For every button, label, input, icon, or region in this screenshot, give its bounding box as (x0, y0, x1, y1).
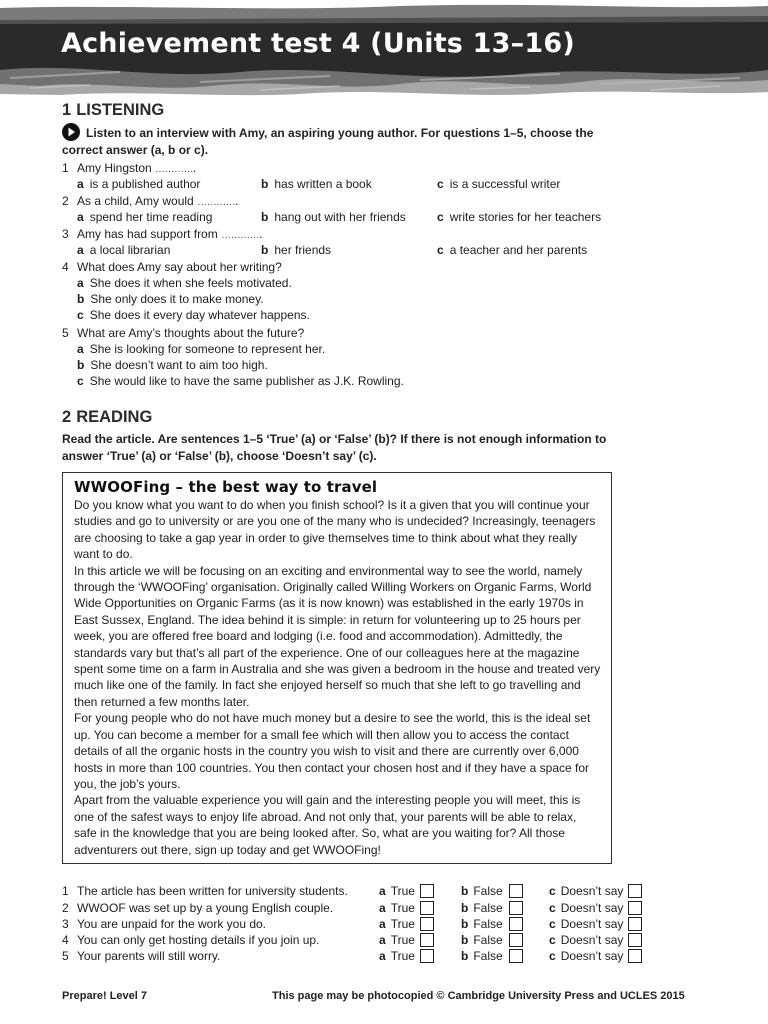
option-false: b False (461, 901, 503, 915)
checkbox-false[interactable] (509, 917, 523, 931)
statement-text: You can only get hosting details if you join up. (77, 933, 320, 947)
title-banner (0, 0, 768, 96)
listening-q4-option-b[interactable]: b She only does it to make money. (77, 292, 264, 306)
listening-q3-option-c[interactable]: c a teacher and her parents (437, 243, 588, 257)
question-number: 4 (62, 260, 69, 274)
listening-q5-option-c[interactable]: c She would like to have the same publisher as J.K. Rowling. (77, 374, 404, 388)
statement-text: WWOOF was set up by a young English couple. (77, 901, 334, 915)
article-paragraph: Apart from the valuable experience you will gain and the interesting people you will meet, this is one of the safest ways to enjoy life abroad. And not only that, your parents will be able to relax, safe in the knowledge that you are being looked after. So, what are you waiting for? All those adventurers out there, sign up today and get WWOOFing! (74, 793, 581, 857)
question-number: 2 (62, 194, 69, 208)
statement-row-3 (62, 917, 662, 933)
answer-blank: ………… (197, 197, 236, 208)
option-true: a True (379, 884, 415, 898)
option-doesnt-say: c Doesn’t say (549, 949, 624, 963)
listening-q1-option-a[interactable]: a is a published author (77, 177, 201, 191)
statement-number: 3 (62, 917, 69, 931)
listening-q3-option-b[interactable]: b her friends (261, 243, 332, 257)
statement-number: 1 (62, 884, 69, 898)
question-number: 3 (62, 227, 69, 241)
option-true: a True (379, 933, 415, 947)
option-doesnt-say: c Doesn’t say (549, 917, 624, 931)
statement-row-1 (62, 884, 662, 900)
question-number: 1 (62, 161, 69, 175)
statement-text: The article has been written for university students. (77, 884, 348, 898)
instructions-text: Listen to an interview with Amy, an aspiring young author. For questions 1–5, choose the correct answer (a, b or c). (62, 126, 594, 157)
checkbox-false[interactable] (509, 933, 523, 947)
statement-row-4 (62, 933, 662, 949)
statement-row-5 (62, 949, 662, 965)
statement-number: 5 (62, 949, 69, 963)
statement-text: You are unpaid for the work you do. (77, 917, 267, 931)
answer-blank: ………… (155, 164, 194, 175)
checkbox-false[interactable] (509, 949, 523, 963)
checkbox-true[interactable] (420, 884, 434, 898)
footer-level: Prepare! Level 7 (62, 990, 147, 1002)
listening-q2-option-c[interactable]: c write stories for her teachers (437, 210, 602, 224)
question-stem: Amy Hingston …………. (77, 161, 197, 175)
listening-q4-option-a[interactable]: a She does it when she feels motivated. (77, 276, 292, 290)
checkbox-true[interactable] (420, 901, 434, 915)
listening-q1-option-c[interactable]: c is a successful writer (437, 177, 561, 191)
option-doesnt-say: c Doesn’t say (549, 901, 624, 915)
listening-q2-option-b[interactable]: b hang out with her friends (261, 210, 406, 224)
article-paragraph: In this article we will be focusing on an exciting and environmental way to see the world, namely through the ‘WWOOFing’ organisation. Originally called Willing Workers on Organic Farms, World Wide Opportunities on Organic Farms (as it is now known) was established in the early 1970s in East Sussex, England. The idea behind it is simple: in return for volunteering up to 25 hours per week, you are offered free board and lodging (i.e. food and accommodation). Admittedly, the standards vary but that’s all part of the experience. One of our colleagues here at the magazine spent some time on a farm in Australia and she was given a bedroom in the house and treated very much like one of the family. In fact she enjoyed herself so much that she left to go travelling and then returned a few months later. (74, 563, 601, 709)
answer-blank: ………… (221, 230, 260, 241)
article-paragraph: Do you know what you want to do when you finish school? Is it a given that you will continue your studies and go to university or are you one of the many who is undecided? Increasingly, teenagers are choosing to take a gap year in order to give themselves time to think about what they really want to do. (74, 498, 596, 562)
section-title: LISTENING (76, 101, 165, 119)
section-title: READING (76, 408, 153, 426)
option-true: a True (379, 917, 415, 931)
article-paragraph: For young people who do not have much money but a desire to see the world, this is the ideal set up. You can become a member for a small fee which will then allow you to access the contact details of all the organic hosts in the country you wish to visit and there are currently over 6,000 hosts in more than 100 countries. You then contact your chosen host and if they have a space for you, the job’s yours. (74, 711, 591, 791)
section-number: 2 (62, 408, 72, 426)
listening-q5-option-a[interactable]: a She is looking for someone to represent her. (77, 342, 326, 356)
listening-q1-option-b[interactable]: b has written a book (261, 177, 372, 191)
checkbox-true[interactable] (420, 949, 434, 963)
option-true: a True (379, 901, 415, 915)
checkbox-false[interactable] (509, 884, 523, 898)
article-body (74, 497, 602, 858)
reading-heading (62, 408, 152, 427)
statement-number: 4 (62, 933, 69, 947)
page-title: Achievement test 4 (Units 13–16) (61, 28, 575, 59)
checkbox-true[interactable] (420, 917, 434, 931)
checkbox-false[interactable] (509, 901, 523, 915)
checkbox-doesnt-say[interactable] (628, 917, 642, 931)
listening-q3-option-a[interactable]: a a local librarian (77, 243, 171, 257)
play-icon (62, 123, 80, 141)
option-false: b False (461, 884, 503, 898)
question-stem: Amy has had support from …………. (77, 227, 263, 241)
reading-instructions: Read the article. Are sentences 1–5 ‘True’ (a) or ‘False’ (b)? If there is not enough information to answer ‘True’ (a) or ‘False’ (b), choose ‘Doesn’t say’ (c). (62, 432, 607, 463)
statement-text: Your parents will still worry. (77, 949, 221, 963)
section-number: 1 (62, 101, 72, 119)
question-stem: What does Amy say about her writing? (77, 260, 282, 274)
option-false: b False (461, 933, 503, 947)
question-stem: As a child, Amy would …………. (77, 194, 239, 208)
footer-copyright: This page may be photocopied © Cambridge University Press and UCLES 2015 (272, 990, 685, 1002)
listening-q5-option-b[interactable]: b She doesn’t want to aim too high. (77, 358, 268, 372)
checkbox-doesnt-say[interactable] (628, 884, 642, 898)
article-title: WWOOFing – the best way to travel (74, 478, 378, 496)
listening-q4-option-c[interactable]: c She does it every day whatever happens. (77, 308, 310, 322)
option-doesnt-say: c Doesn’t say (549, 933, 624, 947)
option-false: b False (461, 917, 503, 931)
question-number: 5 (62, 326, 69, 340)
checkbox-doesnt-say[interactable] (628, 933, 642, 947)
option-true: a True (379, 949, 415, 963)
checkbox-doesnt-say[interactable] (628, 949, 642, 963)
option-false: b False (461, 949, 503, 963)
statement-row-2 (62, 901, 662, 917)
checkbox-true[interactable] (420, 933, 434, 947)
listening-q2-option-a[interactable]: a spend her time reading (77, 210, 213, 224)
statement-number: 2 (62, 901, 69, 915)
listening-instructions (62, 123, 602, 159)
question-stem: What are Amy’s thoughts about the future? (77, 326, 305, 340)
option-doesnt-say: c Doesn’t say (549, 884, 624, 898)
listening-heading (62, 101, 164, 120)
checkbox-doesnt-say[interactable] (628, 901, 642, 915)
